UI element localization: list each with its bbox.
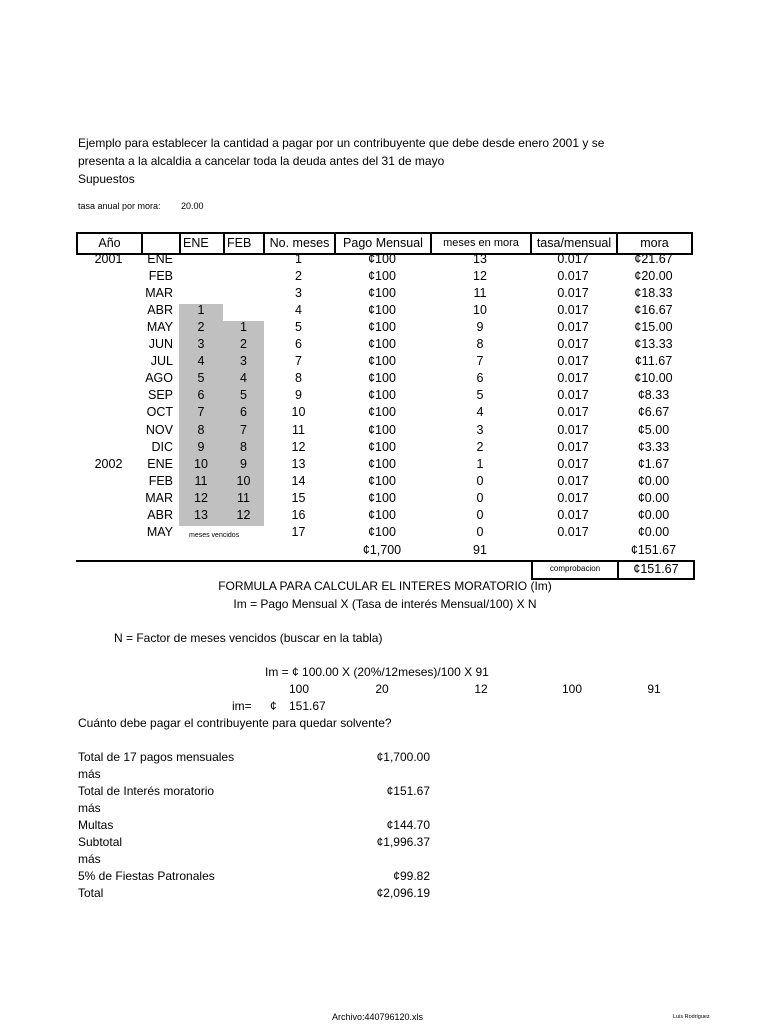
formula-value-n: 91: [647, 682, 661, 696]
cell-no-meses: 2: [295, 269, 302, 284]
cell-meses-en-mora: 10: [473, 303, 487, 318]
cell-meses-en-mora: 0: [476, 490, 484, 505]
formula-title: FORMULA PARA CALCULAR EL INTERES MORATORIO (Im): [218, 579, 552, 593]
cell-pago-mensual: ¢100: [368, 354, 396, 369]
cell-no-meses: 11: [292, 422, 305, 437]
cell-no-meses: 13: [291, 456, 306, 471]
summary-label: Total de Interés moratorio: [78, 784, 215, 798]
cell-meses-en-mora: 3: [476, 422, 484, 437]
formula-result-value: 151.67: [289, 699, 326, 713]
cell-ene: 6: [197, 388, 205, 403]
cell-tasa-mensual: 0.017: [557, 405, 589, 420]
cell-pago-mensual: ¢100: [368, 337, 396, 352]
header-right-rule: [691, 232, 693, 255]
cell-mora: ¢1.67: [637, 456, 670, 471]
comprobacion-label: comprobacion: [533, 560, 619, 578]
cell-pago-mensual: ¢100: [368, 473, 396, 488]
formula-calculation: Im = ¢ 100.00 X (20%/12meses)/100 X 91: [265, 665, 489, 679]
formula-result-currency: ¢: [270, 699, 277, 713]
total-meses-mora: 91: [473, 543, 487, 557]
cell-no-meses: 16: [291, 507, 306, 522]
cell-month: MAR: [145, 286, 173, 301]
col-header-feb: FEB: [223, 234, 263, 253]
cell-no-meses: 3: [295, 286, 302, 301]
formula-n-definition: N = Factor de meses vencidos (buscar en la tabla): [114, 631, 383, 645]
cell-meses-en-mora: 4: [476, 405, 484, 420]
summary-label: Total de 17 pagos mensuales: [78, 750, 235, 764]
cell-ene: 8: [197, 422, 205, 437]
cell-meses-en-mora: 0: [476, 524, 484, 539]
summary-label: 5% de Fiestas Patronales: [78, 869, 215, 883]
cell-ene: 12: [194, 490, 208, 505]
cell-feb: 12: [236, 507, 251, 522]
cell-mora: ¢3.33: [637, 439, 670, 454]
cell-ene: 13: [194, 507, 208, 522]
cell-ene: 10: [194, 456, 208, 471]
cell-meses-en-mora: 8: [476, 337, 484, 352]
cell-month: JUN: [148, 337, 173, 352]
cell-no-meses: 10: [291, 405, 306, 420]
cell-feb: 5: [240, 388, 247, 403]
intro-line-3: Supuestos: [78, 172, 135, 186]
footer-file: Archivo:440796120.xls: [332, 1012, 424, 1022]
cell-month: ENE: [147, 252, 173, 266]
cell-tasa-mensual: 0.017: [557, 388, 589, 403]
cell-tasa-mensual: 0.017: [557, 490, 589, 505]
formula-value-pago: 100: [288, 682, 310, 696]
cell-tasa-mensual: 0.017: [557, 354, 589, 369]
col-header-meses-en-mora: meses en mora: [430, 234, 530, 253]
col-header-pago-mensual: Pago Mensual: [334, 234, 430, 253]
cell-mora: ¢21.67: [634, 252, 673, 266]
cell-feb: 1: [240, 320, 247, 335]
cell-month: ABR: [147, 507, 173, 522]
cell-no-meses: 8: [295, 371, 302, 386]
cell-tasa-mensual: 0.017: [557, 320, 589, 335]
cell-no-meses: 4: [295, 303, 302, 318]
cell-no-meses: 12: [291, 439, 306, 454]
intro-line-2: presenta a la alcaldia a cancelar toda la deuda antes del 31 de mayo: [78, 154, 445, 168]
cell-meses-en-mora: 9: [476, 320, 484, 335]
cell-tasa-mensual: 0.017: [557, 252, 589, 266]
cell-pago-mensual: ¢100: [368, 507, 396, 522]
formula-value-tasa: 20: [375, 682, 389, 696]
rate-value: 20.00: [181, 201, 204, 211]
cell-mora: ¢10.00: [634, 371, 673, 386]
cell-meses-en-mora: 2: [476, 439, 484, 454]
cell-month: AGO: [145, 371, 173, 386]
cell-ene: 2: [197, 320, 205, 335]
cell-tasa-mensual: 0.017: [557, 507, 589, 522]
summary-value: ¢1,700.00: [376, 750, 430, 764]
cell-mora: ¢0.00: [637, 473, 670, 488]
summary-label: Total: [78, 886, 104, 900]
summary-label: más: [78, 767, 101, 781]
summary-question: Cuánto debe pagar el contribuyente para quedar solvente?: [78, 716, 392, 730]
cell-tasa-mensual: 0.017: [557, 337, 589, 352]
col-header-month: [141, 234, 179, 253]
cell-no-meses: 6: [295, 337, 302, 352]
cell-meses-en-mora: 6: [476, 371, 484, 386]
cell-meses-en-mora: 11: [473, 286, 487, 301]
cell-mora: ¢18.33: [634, 286, 673, 301]
total-mora: ¢151.67: [630, 543, 677, 557]
summary-label: más: [78, 852, 101, 866]
meses-vencidos-label: meses vencidos: [189, 532, 240, 539]
cell-month: MAY: [146, 524, 173, 539]
cell-meses-en-mora: 1: [476, 456, 484, 471]
cell-month: FEB: [148, 269, 173, 284]
col-header-tasa-mensual: tasa/mensual: [530, 234, 616, 253]
col-header-ano: Año: [76, 234, 141, 253]
formula-value-divisor: 100: [561, 682, 583, 696]
cell-month: ABR: [147, 303, 173, 318]
footer-author: Luis Rodriguez: [673, 1014, 710, 1020]
cell-ene: 9: [197, 439, 205, 454]
cell-meses-en-mora: 7: [476, 354, 484, 369]
cell-mora: ¢0.00: [637, 507, 670, 522]
total-pago: ¢1,700: [362, 543, 402, 557]
cell-pago-mensual: ¢100: [368, 524, 396, 539]
cell-mora: ¢6.67: [637, 405, 670, 420]
cell-tasa-mensual: 0.017: [557, 524, 589, 539]
summary-value: ¢151.67: [386, 784, 430, 798]
formula-result-label: im=: [232, 699, 252, 713]
cell-feb: 2: [240, 337, 247, 352]
cell-mora: ¢20.00: [634, 269, 673, 284]
cell-pago-mensual: ¢100: [368, 269, 396, 284]
summary-label: más: [78, 801, 101, 815]
summary-value: ¢2,096.19: [376, 886, 430, 900]
cell-feb: 11: [237, 490, 250, 505]
cell-tasa-mensual: 0.017: [557, 439, 589, 454]
cell-ene: 5: [197, 371, 205, 386]
cell-ene: 4: [197, 354, 205, 369]
cell-mora: ¢15.00: [634, 320, 673, 335]
cell-feb: 7: [240, 422, 247, 437]
cell-pago-mensual: ¢100: [368, 490, 396, 505]
cell-pago-mensual: ¢100: [368, 320, 396, 335]
intro-line-1: Ejemplo para establecer la cantidad a pagar por un contribuyente que debe desde enero 2001 y se: [78, 136, 605, 150]
cell-year: 2001: [94, 252, 123, 266]
cell-mora: ¢8.33: [637, 388, 670, 403]
cell-no-meses: 1: [295, 252, 302, 266]
cell-year: 2002: [94, 456, 123, 471]
cell-pago-mensual: ¢100: [368, 422, 396, 437]
cell-mora: ¢0.00: [637, 524, 670, 539]
cell-feb: 9: [240, 456, 247, 471]
comprobacion-box: [531, 560, 695, 580]
cell-meses-en-mora: 0: [476, 507, 484, 522]
cell-pago-mensual: ¢100: [368, 405, 396, 420]
cell-month: MAR: [145, 490, 173, 505]
col-header-mora: mora: [616, 234, 691, 253]
cell-mora: ¢0.00: [637, 490, 670, 505]
cell-feb: 10: [236, 473, 251, 488]
cell-meses-en-mora: 13: [473, 252, 487, 266]
formula-value-meses: 12: [474, 682, 488, 696]
cell-month: ENE: [147, 456, 173, 471]
col-header-no-meses: No. meses: [263, 234, 334, 253]
cell-no-meses: 7: [295, 354, 302, 369]
formula-expression: Im = Pago Mensual X (Tasa de interés Mensual/100) X N: [233, 597, 537, 611]
cell-feb: 6: [240, 405, 247, 420]
summary-label: Multas: [78, 818, 114, 832]
cell-mora: ¢11.67: [634, 354, 673, 369]
cell-meses-en-mora: 5: [476, 388, 484, 403]
cell-tasa-mensual: 0.017: [557, 371, 589, 386]
summary-value: ¢1,996.37: [376, 835, 430, 849]
cell-month: DIC: [151, 439, 173, 454]
col-header-ene: ENE: [179, 234, 223, 253]
cell-mora: ¢13.33: [634, 337, 673, 352]
cell-no-meses: 15: [291, 490, 306, 505]
cell-tasa-mensual: 0.017: [557, 286, 589, 301]
cell-tasa-mensual: 0.017: [557, 422, 589, 437]
cell-pago-mensual: ¢100: [368, 371, 396, 386]
rate-label: tasa anual por mora:: [78, 201, 161, 211]
cell-ene: 1: [197, 303, 205, 318]
cell-month: SEP: [147, 388, 173, 403]
cell-pago-mensual: ¢100: [368, 286, 396, 301]
cell-no-meses: 9: [295, 388, 302, 403]
comprobacion-value: ¢151.67: [633, 562, 679, 576]
cell-pago-mensual: ¢100: [368, 252, 396, 266]
cell-pago-mensual: ¢100: [368, 439, 396, 454]
cell-no-meses: 5: [295, 320, 302, 335]
cell-pago-mensual: ¢100: [368, 303, 396, 318]
cell-tasa-mensual: 0.017: [557, 269, 589, 284]
cell-month: JUL: [150, 354, 173, 369]
cell-meses-en-mora: 12: [473, 269, 487, 284]
cell-no-meses: 17: [291, 524, 306, 539]
cell-month: MAY: [146, 320, 173, 335]
cell-mora: ¢16.67: [634, 303, 673, 318]
cell-feb: 8: [240, 439, 247, 454]
cell-tasa-mensual: 0.017: [557, 456, 589, 471]
cell-ene: 3: [197, 337, 205, 352]
cell-month: NOV: [145, 422, 173, 437]
summary-value: ¢144.70: [386, 818, 430, 832]
cell-pago-mensual: ¢100: [368, 456, 396, 471]
cell-no-meses: 14: [291, 473, 306, 488]
cell-month: FEB: [148, 473, 173, 488]
cell-month: OCT: [146, 405, 173, 420]
cell-feb: 3: [240, 354, 247, 369]
cell-tasa-mensual: 0.017: [557, 473, 589, 488]
summary-label: Subtotal: [78, 835, 123, 849]
cell-feb: 4: [240, 371, 247, 386]
cell-pago-mensual: ¢100: [368, 388, 396, 403]
cell-tasa-mensual: 0.017: [557, 303, 589, 318]
cell-ene: 7: [197, 405, 205, 420]
cell-ene: 11: [194, 473, 208, 488]
summary-value: ¢99.82: [393, 869, 430, 883]
cell-mora: ¢5.00: [637, 422, 670, 437]
cell-meses-en-mora: 0: [476, 473, 484, 488]
